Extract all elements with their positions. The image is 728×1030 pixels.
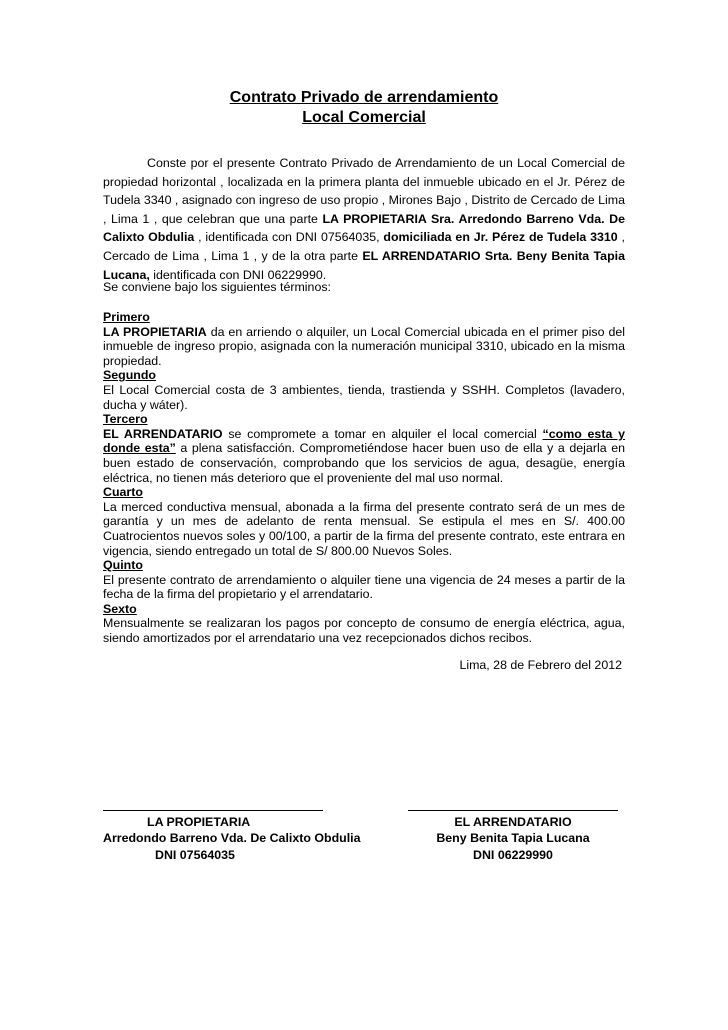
clause-heading: Primero [103, 310, 150, 324]
clause-text: da en arriendo o alquiler, un Local Comercial ubicada en el primer piso del inmueble de ingreso propio, asignada con la numeración municipal 3310, ubicado en la misma propiedad. [103, 324, 625, 368]
intro-tenant: EL ARRENDATARIO Srta. Beny Benita Tapia Lucana, [103, 248, 625, 282]
intro-text-1: Conste por el presente Contrato Privado de Arrendamiento de un Local Comercial de propiedad horizontal , localizada en la primera planta del inmueble ubicado en el Jr. Pérez de Tudela 3340 , asignado con ingreso de uso propio , Mirones Bajo , Distrito de Cercado de Lima , Lima 1 , que celebran que una parte [103, 156, 625, 226]
signature-line-tenant [408, 810, 618, 811]
intro-text-2: , identificada con DNI 07564035, [194, 230, 384, 245]
signature-dni: DNI 06229990 [473, 847, 553, 862]
signature-name: Beny Benita Tapia Lucana [436, 831, 590, 846]
clause-primero [103, 310, 625, 368]
clause-bold: LA PROPIETARIA [103, 324, 207, 339]
terms-intro: Se conviene bajo los siguientes términos: [103, 280, 331, 294]
signing-date: Lima, 28 de Febrero del 2012 [459, 658, 622, 672]
signature-dni: DNI 07564035 [155, 847, 235, 862]
clause-text: se compromete a tomar en alquiler el local comercial [222, 426, 543, 441]
intro-paragraph [103, 154, 625, 284]
document-subtitle: Local Comercial [302, 109, 426, 126]
clause-quinto [103, 558, 625, 602]
clauses-section [103, 310, 625, 646]
clause-tercero [103, 412, 625, 485]
signature-block-tenant [400, 814, 626, 863]
signature-role: LA PROPIETARIA [147, 815, 251, 829]
clause-sexto [103, 602, 625, 646]
clause-text: El Local Comercial costa de 3 ambientes, tienda, trastienda y SSHH. Completos (lavadero, ducha y wáter). [103, 382, 625, 412]
clause-cuarto [103, 485, 625, 558]
clause-heading: Segundo [103, 368, 156, 383]
intro-text-4: identificada con DNI 06229990. [149, 267, 327, 282]
signature-name: Arredondo Barreno Vda. De Calixto Obdulia [103, 831, 361, 846]
clause-emphasis: “como esta y donde esta” [103, 426, 625, 456]
clause-text: La merced conductiva mensual, abonada a la firma del presente contrato será de un mes de garantía y un mes de adelanto de renta mensual. Se estipula el mes en S/. 400.00 Cuatrocientos nuevos soles y 00/100, a partir de la firma del presente contrato, este entrara en vigencia, siendo entregado un total de S/ 800.00 Nuevos Soles. [103, 499, 625, 558]
signature-line-landlord [103, 810, 323, 811]
intro-landlord: LA PROPIETARIA Sra. Arredondo Barreno Vda. De Calixto Obdulia [103, 211, 625, 245]
signature-block-landlord [103, 814, 363, 863]
clause-bold: EL ARRENDATARIO [103, 426, 223, 441]
clause-text: El presente contrato de arrendamiento o alquiler tiene una vigencia de 24 meses a partir de la fecha de la firma del propietario y el arrendatario. [103, 572, 625, 602]
clause-segundo [103, 368, 625, 412]
clause-text: a plena satisfacción. Comprometiéndose hacer buen uso de ella y a dejarla en buen estado de conservación, comprobando que los servicios de agua, desagüe, energía eléctrica, no tienen más deterioro que el proveniente del mal uso normal. [103, 441, 625, 485]
intro-text-3: , Cercado de Lima , Lima 1 , y de la otra parte [103, 230, 625, 263]
document-title: Contrato Privado de arrendamiento [229, 89, 499, 106]
clause-heading: Quinto [103, 558, 143, 573]
intro-address: domiciliada en Jr. Pérez de Tudela 3310 [383, 230, 618, 245]
signature-role: EL ARRENDATARIO [454, 815, 572, 829]
clause-heading: Cuarto [103, 485, 143, 500]
clause-heading: Sexto [103, 601, 137, 616]
clause-heading: Tercero [103, 412, 148, 427]
clause-text: Mensualmente se realizaran los pagos por concepto de consumo de energía eléctrica, agua, siendo amortizados por el arrendatario una vez recepcionados dichos recibos. [103, 616, 625, 646]
